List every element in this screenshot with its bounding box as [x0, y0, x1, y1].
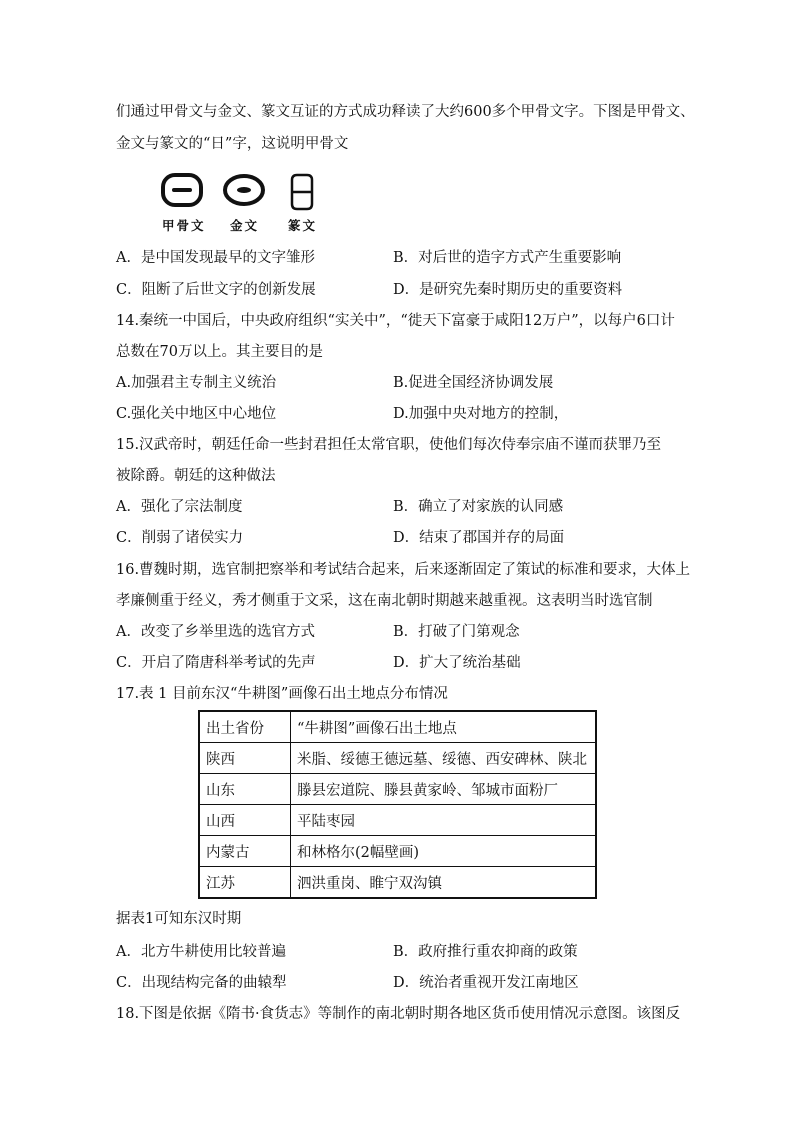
label-oracle-bone: 甲骨文 [162, 218, 206, 233]
table-cell: 江苏 [199, 867, 291, 899]
table-cell: 山东 [199, 774, 291, 805]
table-cell: 和林格尔(2幅壁画) [291, 836, 597, 867]
seal-ri-glyph [288, 172, 316, 212]
table-row [199, 867, 596, 899]
table-cell: 内蒙古 [199, 836, 291, 867]
table-cell: 泗洪重岗、睢宁双沟镇 [291, 867, 597, 899]
q13-option-d: D．是研究先秦时期历史的重要资料 [393, 282, 623, 298]
q14-stem-line-1: 14.秦统一中国后，中央政府组织“实关中”，“徙天下富豪于咸阳12万户”，以每户6口计 [116, 313, 675, 329]
table-cell: 平陆枣园 [291, 805, 597, 836]
q15-option-a: A．强化了宗法制度 [116, 499, 243, 515]
table-header-cell: “牛耕图”画像石出土地点 [291, 711, 597, 743]
q16-option-c: C．开启了隋唐科举考试的先声 [116, 655, 316, 671]
q17-option-a: A．北方牛耕使用比较普遍 [116, 944, 286, 960]
q18-stem-line-1: 18.下图是依据《隋书·食货志》等制作的南北朝时期各地区货币使用情况示意图。该图反 [116, 1006, 681, 1022]
intro-line-1: 们通过甲骨文与金文、篆文互证的方式成功释读了大约600多个甲骨文字。下图是甲骨文、 [116, 104, 695, 120]
q17-option-b: B．政府推行重农抑商的政策 [393, 944, 578, 960]
q16-stem-line-2: 孝廉侧重于经义，秀才侧重于文采，这在南北朝时期越来越重视。这表明当时选官制 [116, 593, 653, 609]
tomb-relief-table [198, 710, 597, 899]
q16-option-d: D．扩大了统治基础 [393, 655, 521, 671]
table-cell: 陕西 [199, 743, 291, 774]
q17-stem-after-table: 据表1可知东汉时期 [116, 911, 242, 927]
q15-option-d: D．结束了郡国并存的局面 [393, 530, 565, 546]
table-row [199, 774, 596, 805]
label-seal: 篆文 [288, 218, 318, 233]
table-row [199, 743, 596, 774]
q17-option-c: C．出现结构完备的曲辕犁 [116, 975, 287, 991]
q14-stem-line-2: 总数在70万以上。其主要目的是 [116, 344, 323, 360]
q16-option-b: B．打破了门第观念 [393, 624, 520, 640]
q17-table-title: 17.表 1 目前东汉“牛耕图”画像石出土地点分布情况 [116, 686, 448, 702]
q16-stem-line-1: 16.曹魏时期，选官制把察举和考试结合起来，后来逐渐固定了策试的标准和要求，大体上 [116, 562, 691, 578]
q14-option-b: B.促进全国经济协调发展 [393, 375, 554, 391]
q13-option-b: B．对后世的造字方式产生重要影响 [393, 250, 622, 266]
oracle-bone-ri-glyph [160, 172, 204, 208]
intro-line-2: 金文与篆文的“日”字，这说明甲骨文 [116, 136, 349, 152]
q13-option-a: A．是中国发现最早的文字雏形 [116, 250, 315, 266]
table-cell: 滕县宏道院、滕县黄家岭、邹城市面粉厂 [291, 774, 597, 805]
table-row [199, 805, 596, 836]
q17-option-d: D．统治者重视开发江南地区 [393, 975, 579, 991]
table-row [199, 836, 596, 867]
q13-option-c: C．阻断了后世文字的创新发展 [116, 282, 316, 298]
table-header-row [199, 711, 596, 743]
q16-option-a: A．改变了乡举里选的选官方式 [116, 624, 315, 640]
label-bronze: 金文 [230, 218, 260, 233]
q14-option-c: C.强化关中地区中心地位 [116, 406, 277, 422]
q15-stem-line-2: 被除爵。朝廷的这种做法 [116, 468, 276, 484]
table-header-cell: 出土省份 [199, 711, 291, 743]
q14-option-d: D.加强中央对地方的控制， [393, 406, 569, 422]
table-cell: 米脂、绥德王德远墓、绥德、西安碑林、陕北 [291, 743, 597, 774]
bronze-ri-glyph [222, 172, 266, 208]
q15-option-c: C．削弱了诸侯实力 [116, 530, 244, 546]
table-cell: 山西 [199, 805, 291, 836]
ri-character-figure [160, 172, 330, 232]
q14-option-a: A.加强君主专制主义统治 [116, 375, 277, 391]
q15-option-b: B．确立了对家族的认同感 [393, 499, 564, 515]
q15-stem-line-1: 15.汉武帝时，朝廷任命一些封君担任太常官职，使他们每次侍奉宗庙不谨而获罪乃至 [116, 437, 662, 453]
